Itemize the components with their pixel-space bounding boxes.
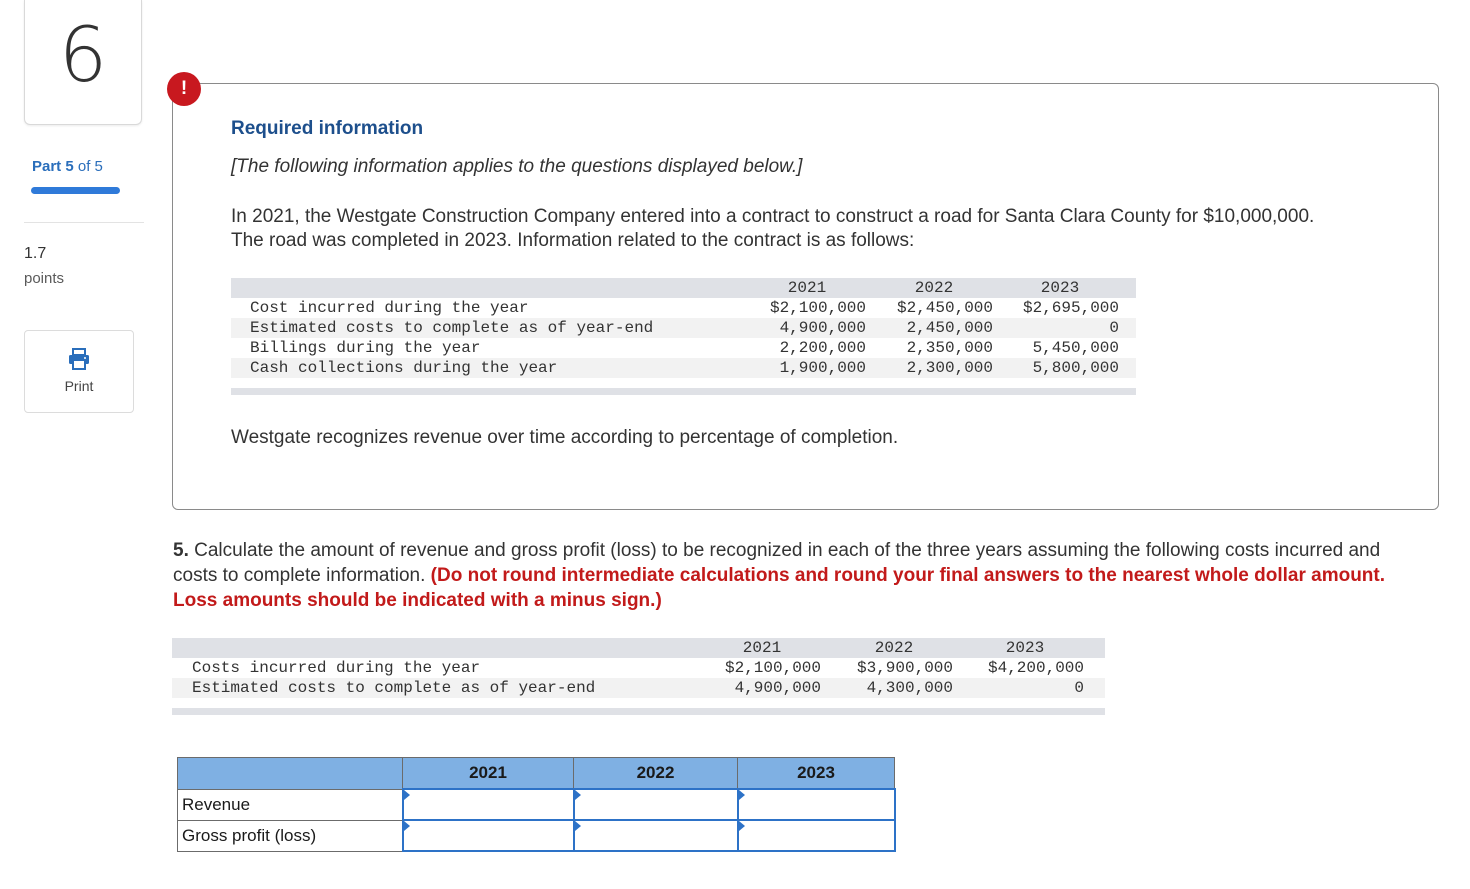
contract-table-year-header: 2023	[1040, 279, 1080, 297]
input-marker-icon	[404, 821, 410, 831]
contract-table-value-cell: 5,450,000	[1032, 339, 1119, 357]
answer-row-gross-profit	[178, 820, 895, 851]
revenue-2023-input[interactable]	[739, 792, 894, 818]
assumed-table-value-cell: $2,100,000	[724, 659, 821, 677]
part-word: Part	[32, 158, 62, 175]
printer-icon	[68, 348, 90, 370]
answer-row-label: Revenue	[178, 789, 403, 820]
input-marker-icon	[739, 821, 745, 831]
answer-row-label: Gross profit (loss)	[178, 820, 403, 851]
contract-table-year-header: 2022	[914, 279, 954, 297]
answer-col-2022: 2022	[574, 758, 738, 790]
contract-table-row-label: Billings during the year	[250, 339, 481, 357]
revenue-2022-cell	[574, 789, 738, 820]
part-current: 5	[65, 158, 74, 175]
gross-profit-2021-input[interactable]	[404, 823, 573, 849]
gross-profit-2022-cell	[574, 820, 738, 851]
part-indicator	[32, 158, 103, 175]
revenue-2022-input[interactable]	[575, 792, 737, 818]
question-number-card	[24, 0, 142, 125]
revenue-2021-cell	[403, 789, 574, 820]
assumed-table-year-header: 2023	[1005, 639, 1045, 657]
input-marker-icon	[575, 790, 581, 800]
answer-col-2023: 2023	[738, 758, 895, 790]
part-total: of 5	[77, 158, 103, 175]
alert-icon: !	[167, 72, 201, 106]
points-label: points	[24, 270, 65, 287]
intro-text: In 2021, the Westgate Construction Company entered into a contract to construct a road for Santa Clara County for $10,000,000. The road was completed in 2023. Information related to the contract is as follows:	[231, 206, 1315, 251]
contract-info-table	[231, 278, 1136, 395]
applies-note: [The following information applies to the questions displayed below.]	[231, 156, 803, 177]
answer-grid	[177, 757, 896, 852]
contract-table-value-cell: 5,800,000	[1032, 359, 1119, 377]
assumed-table-value-cell: 0	[1074, 679, 1084, 697]
contract-table-row-label: Estimated costs to complete as of year-end	[250, 319, 654, 337]
answer-col-2021: 2021	[403, 758, 574, 790]
recognition-note: Westgate recognizes revenue over time according to percentage of completion.	[231, 427, 899, 448]
revenue-2023-cell	[738, 789, 895, 820]
required-information-title: Required information	[231, 118, 424, 139]
contract-table-value-cell: $2,695,000	[1022, 299, 1119, 317]
revenue-2021-input[interactable]	[404, 792, 573, 818]
gross-profit-2023-input[interactable]	[739, 823, 894, 849]
gross-profit-2021-cell	[403, 820, 574, 851]
input-marker-icon	[575, 821, 581, 831]
assumed-table-value-cell: $4,200,000	[987, 659, 1084, 677]
assumed-costs-table	[172, 638, 1105, 716]
contract-table-value-cell: $2,450,000	[896, 299, 993, 317]
contract-table-value-cell: 2,200,000	[779, 339, 866, 357]
contract-table-value-cell: 2,450,000	[906, 319, 993, 337]
contract-table-value-cell: $2,100,000	[769, 299, 866, 317]
assumed-table-row-label: Estimated costs to complete as of year-end	[192, 679, 596, 697]
assumed-table-value-cell: 4,300,000	[866, 679, 953, 697]
assumed-table-year-header: 2021	[742, 639, 782, 657]
assumed-table-row-label: Costs incurred during the year	[192, 659, 481, 677]
contract-table-value-cell: 4,900,000	[779, 319, 866, 337]
print-button[interactable]	[24, 330, 134, 413]
points-value: 1.7	[24, 245, 47, 262]
print-label: Print	[64, 378, 94, 394]
contract-table-value-cell: 2,350,000	[906, 339, 993, 357]
assumed-table-year-header: 2022	[874, 639, 914, 657]
gross-profit-2023-cell	[738, 820, 895, 851]
contract-table-value-cell: 2,300,000	[906, 359, 993, 377]
contract-table-year-header: 2021	[787, 279, 827, 297]
part-progress-bar	[31, 187, 120, 194]
input-marker-icon	[739, 790, 745, 800]
question-text	[173, 538, 1423, 613]
contract-table-row-label: Cost incurred during the year	[250, 299, 529, 317]
answer-grid-header	[178, 758, 895, 790]
input-marker-icon	[404, 790, 410, 800]
contract-table-value-cell: 1,900,000	[779, 359, 866, 377]
answer-row-revenue	[178, 789, 895, 820]
contract-table-row-label: Cash collections during the year	[250, 359, 558, 377]
assumed-table-value-cell: 4,900,000	[734, 679, 821, 697]
gross-profit-2022-input[interactable]	[575, 823, 737, 849]
question-number: 6	[58, 10, 108, 99]
assumed-table-value-cell: $3,900,000	[856, 659, 953, 677]
sidebar-divider	[24, 222, 144, 223]
question-label: 5.	[173, 540, 189, 561]
question-instruction: (Do not round intermediate calculations and round your final answers to the nearest whole dollar amount. Loss amounts should be indicated with a minus sign.)	[173, 565, 1386, 611]
question-body: Calculate the amount of revenue and gross profit (loss) to be recognized in each of the three years assuming the following costs incurred and costs to complete information.	[173, 540, 1381, 586]
answer-grid-corner	[178, 758, 403, 790]
contract-table-value-cell: 0	[1109, 319, 1119, 337]
